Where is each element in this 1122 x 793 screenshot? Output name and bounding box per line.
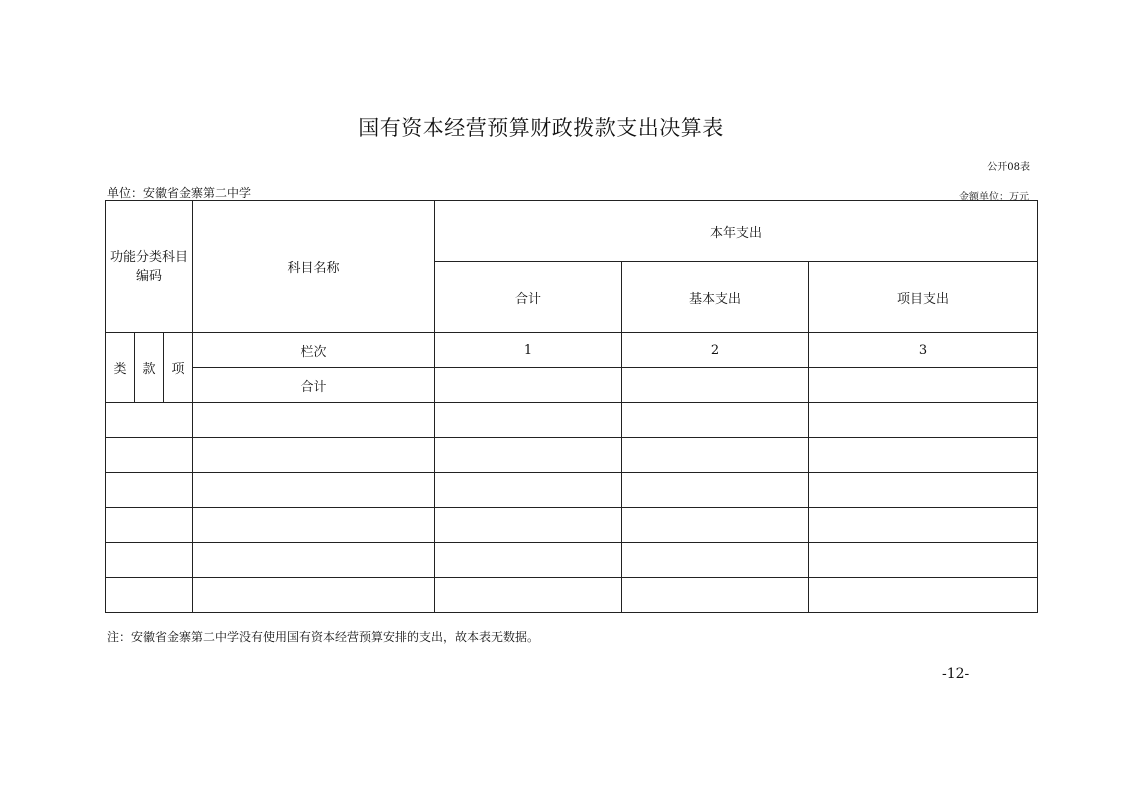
column-index-1: 1 — [435, 333, 622, 368]
row-code — [106, 508, 193, 543]
header-subject-name: 科目名称 — [193, 201, 435, 333]
row-total — [435, 473, 622, 508]
header-kuan: 款 — [135, 333, 164, 403]
column-index-3: 3 — [809, 333, 1038, 368]
row-code — [106, 438, 193, 473]
header-code: 功能分类科目编码 — [106, 201, 193, 333]
header-row-1 — [106, 201, 1038, 262]
row-subject — [193, 508, 435, 543]
table-row — [106, 473, 1038, 508]
column-index-label: 栏次 — [193, 333, 435, 368]
form-number: 公开08表 — [987, 162, 1030, 173]
total-row — [106, 368, 1038, 403]
header-xiang: 项 — [164, 333, 193, 403]
row-subject — [193, 543, 435, 578]
amount-unit: 金额单位：万元 — [959, 192, 1029, 203]
table-row — [106, 403, 1038, 438]
header-lei: 类 — [106, 333, 135, 403]
row-basic — [622, 438, 809, 473]
row-total — [435, 543, 622, 578]
row-code — [106, 543, 193, 578]
row-basic — [622, 543, 809, 578]
row-subject — [193, 403, 435, 438]
row-basic — [622, 473, 809, 508]
table-row — [106, 543, 1038, 578]
row-project — [809, 403, 1038, 438]
header-project: 项目支出 — [809, 262, 1038, 333]
row-code — [106, 473, 193, 508]
table-row — [106, 578, 1038, 613]
row-total — [435, 578, 622, 613]
column-index-row — [106, 333, 1038, 368]
reporting-unit: 单位：安徽省金寨第二中学 — [107, 186, 252, 200]
table-title: 国有资本经营预算财政拨款支出决算表 — [358, 116, 724, 140]
row-total — [435, 508, 622, 543]
row-total — [435, 403, 622, 438]
total-row-basic — [622, 368, 809, 403]
row-total — [435, 438, 622, 473]
row-project — [809, 543, 1038, 578]
row-project — [809, 473, 1038, 508]
total-row-total — [435, 368, 622, 403]
footnote: 注：安徽省金寨第二中学没有使用国有资本经营预算安排的支出，故本表无数据。 — [107, 630, 540, 644]
header-basic: 基本支出 — [622, 262, 809, 333]
row-code — [106, 403, 193, 438]
column-index-2: 2 — [622, 333, 809, 368]
header-current-year: 本年支出 — [435, 201, 1038, 262]
total-row-project — [809, 368, 1038, 403]
row-subject — [193, 473, 435, 508]
row-basic — [622, 403, 809, 438]
table-row — [106, 438, 1038, 473]
header-total: 合计 — [435, 262, 622, 333]
row-project — [809, 438, 1038, 473]
row-project — [809, 508, 1038, 543]
row-subject — [193, 578, 435, 613]
row-subject — [193, 438, 435, 473]
expenditure-table — [105, 200, 1038, 613]
row-code — [106, 578, 193, 613]
row-basic — [622, 508, 809, 543]
page-number: -12- — [942, 666, 970, 682]
row-project — [809, 578, 1038, 613]
total-row-label: 合计 — [193, 368, 435, 403]
row-basic — [622, 578, 809, 613]
table-row — [106, 508, 1038, 543]
